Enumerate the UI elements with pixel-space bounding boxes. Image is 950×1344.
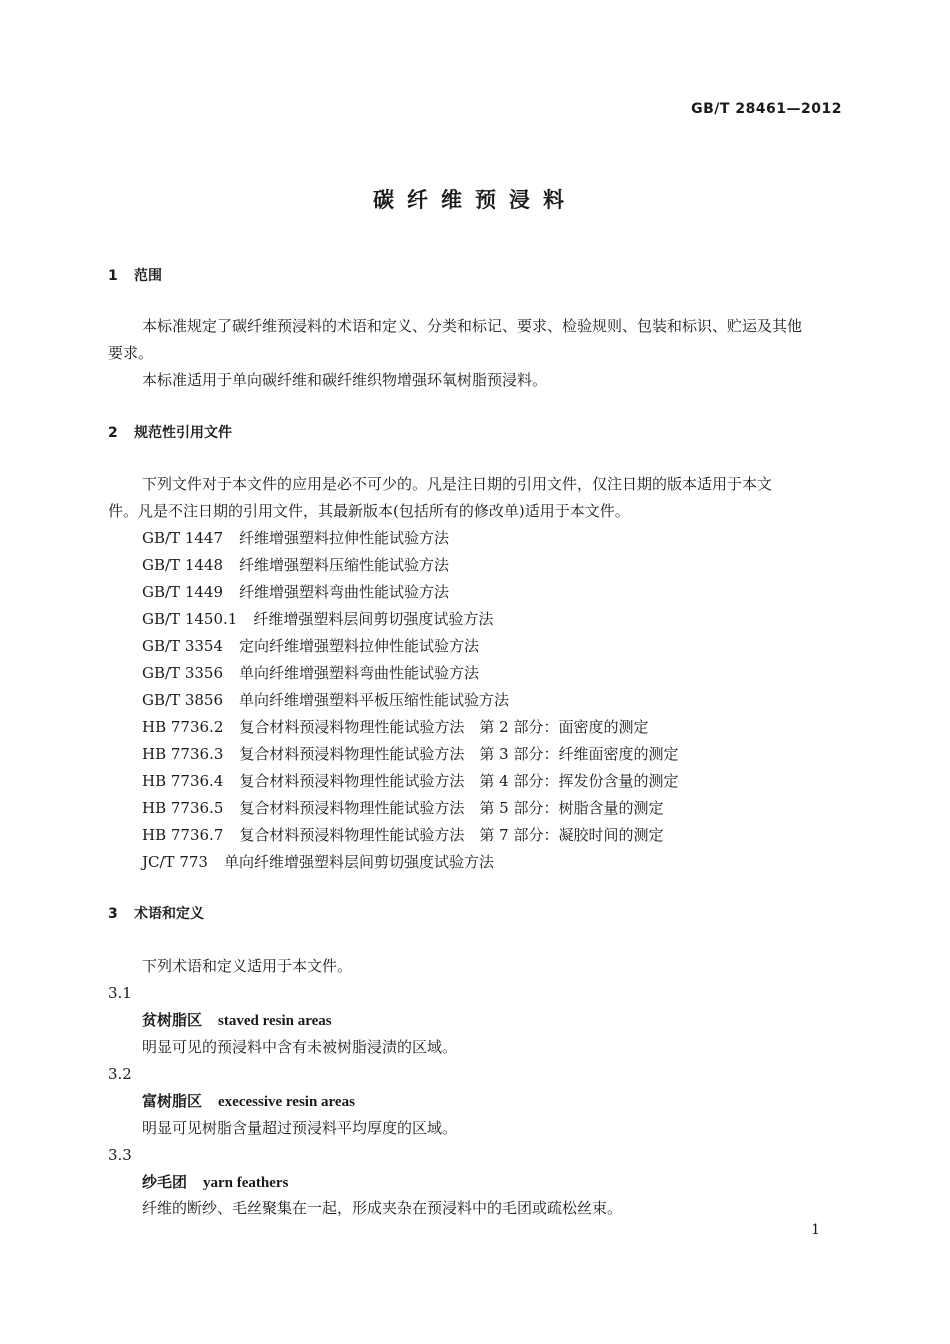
- reference-code: HB 7736.2: [142, 718, 224, 736]
- section-number: 3: [108, 906, 118, 922]
- term-number: 3.2: [108, 1065, 132, 1083]
- reference-title: 复合材料预浸料物理性能试验方法 第 4 部分：挥发份含量的测定: [239, 772, 679, 790]
- reference-title: 单向纤维增强塑料平板压缩性能试验方法: [239, 691, 510, 709]
- section-1-para-1-line-1: 本标准规定了碳纤维预浸料的术语和定义、分类和标记、要求、检验规则、包装和标识、贮运及其他: [142, 317, 803, 335]
- reference-code: HB 7736.4: [142, 772, 224, 790]
- term-heading: [142, 1172, 288, 1193]
- reference-item: [142, 852, 494, 872]
- reference-title: 纤维增强塑料压缩性能试验方法: [239, 556, 450, 574]
- reference-code: JC/T 773: [142, 853, 208, 871]
- reference-title: 定向纤维增强塑料拉伸性能试验方法: [239, 637, 480, 655]
- term-zh: 富树脂区: [142, 1092, 203, 1110]
- reference-item: [142, 825, 663, 845]
- section-title: 范围: [134, 268, 162, 284]
- term-zh: 纱毛团: [142, 1173, 188, 1191]
- term-definition: 明显可见树脂含量超过预浸料平均厚度的区域。: [142, 1119, 458, 1137]
- reference-title: 纤维增强塑料拉伸性能试验方法: [239, 529, 450, 547]
- reference-title: 复合材料预浸料物理性能试验方法 第 2 部分：面密度的测定: [239, 718, 649, 736]
- reference-code: GB/T 1450.1: [142, 610, 238, 628]
- section-1-para-2: 本标准适用于单向碳纤维和碳纤维织物增强环氧树脂预浸料。: [142, 371, 548, 389]
- term-zh: 贫树脂区: [142, 1011, 203, 1029]
- section-2-heading: [108, 423, 232, 443]
- reference-title: 复合材料预浸料物理性能试验方法 第 3 部分：纤维面密度的测定: [239, 745, 679, 763]
- section-2-intro-line-1: 下列文件对于本文件的应用是必不可少的。凡是注日期的引用文件，仅注日期的版本适用于本文: [142, 475, 773, 493]
- standard-code: GB/T 28461—2012: [691, 101, 842, 117]
- term-en: staved resin areas: [218, 1013, 332, 1029]
- reference-code: GB/T 3354: [142, 637, 224, 655]
- reference-title: 单向纤维增强塑料层间剪切强度试验方法: [223, 853, 494, 871]
- reference-item: [142, 636, 479, 656]
- page-number: 1: [811, 1222, 820, 1238]
- term-heading: [142, 1091, 355, 1112]
- reference-item: [142, 555, 449, 575]
- reference-title: 复合材料预浸料物理性能试验方法 第 5 部分：树脂含量的测定: [239, 799, 664, 817]
- reference-code: GB/T 1447: [142, 529, 224, 547]
- term-definition: 明显可见的预浸料中含有未被树脂浸渍的区域。: [142, 1038, 458, 1056]
- section-3-heading: [108, 904, 204, 924]
- term-number: 3.1: [108, 984, 132, 1002]
- reference-item: [142, 528, 449, 548]
- reference-code: GB/T 3856: [142, 691, 224, 709]
- reference-code: HB 7736.5: [142, 799, 224, 817]
- section-number: 1: [108, 268, 118, 284]
- reference-title: 纤维增强塑料层间剪切强度试验方法: [253, 610, 494, 628]
- reference-code: HB 7736.7: [142, 826, 224, 844]
- reference-item: [142, 690, 509, 710]
- section-number: 2: [108, 425, 118, 441]
- reference-item: [142, 582, 449, 602]
- reference-code: GB/T 3356: [142, 664, 224, 682]
- section-3-intro: 下列术语和定义适用于本文件。: [142, 957, 353, 975]
- reference-title: 单向纤维增强塑料弯曲性能试验方法: [239, 664, 480, 682]
- reference-title: 纤维增强塑料弯曲性能试验方法: [239, 583, 450, 601]
- section-1-heading: [108, 266, 162, 286]
- term-heading: [142, 1010, 332, 1031]
- reference-item: [142, 798, 663, 818]
- reference-item: [142, 609, 493, 629]
- reference-item: [142, 663, 479, 683]
- section-1-para-1-line-2: 要求。: [108, 344, 154, 362]
- term-en: execessive resin areas: [218, 1094, 355, 1110]
- reference-title: 复合材料预浸料物理性能试验方法 第 7 部分：凝胶时间的测定: [239, 826, 664, 844]
- term-definition: 纤维的断纱、毛丝聚集在一起，形成夹杂在预浸料中的毛团或疏松丝束。: [142, 1199, 623, 1217]
- reference-code: HB 7736.3: [142, 745, 224, 763]
- term-number: 3.3: [108, 1146, 132, 1164]
- section-2-intro-line-2: 件。凡是不注日期的引用文件，其最新版本(包括所有的修改单)适用于本文件。: [108, 502, 630, 520]
- section-title: 术语和定义: [134, 906, 204, 922]
- document-title: 碳纤维预浸料: [373, 188, 577, 212]
- reference-item: [142, 744, 678, 764]
- reference-item: [142, 717, 648, 737]
- term-en: yarn feathers: [203, 1175, 289, 1191]
- reference-code: GB/T 1448: [142, 556, 224, 574]
- reference-code: GB/T 1449: [142, 583, 224, 601]
- section-title: 规范性引用文件: [134, 425, 232, 441]
- reference-item: [142, 771, 678, 791]
